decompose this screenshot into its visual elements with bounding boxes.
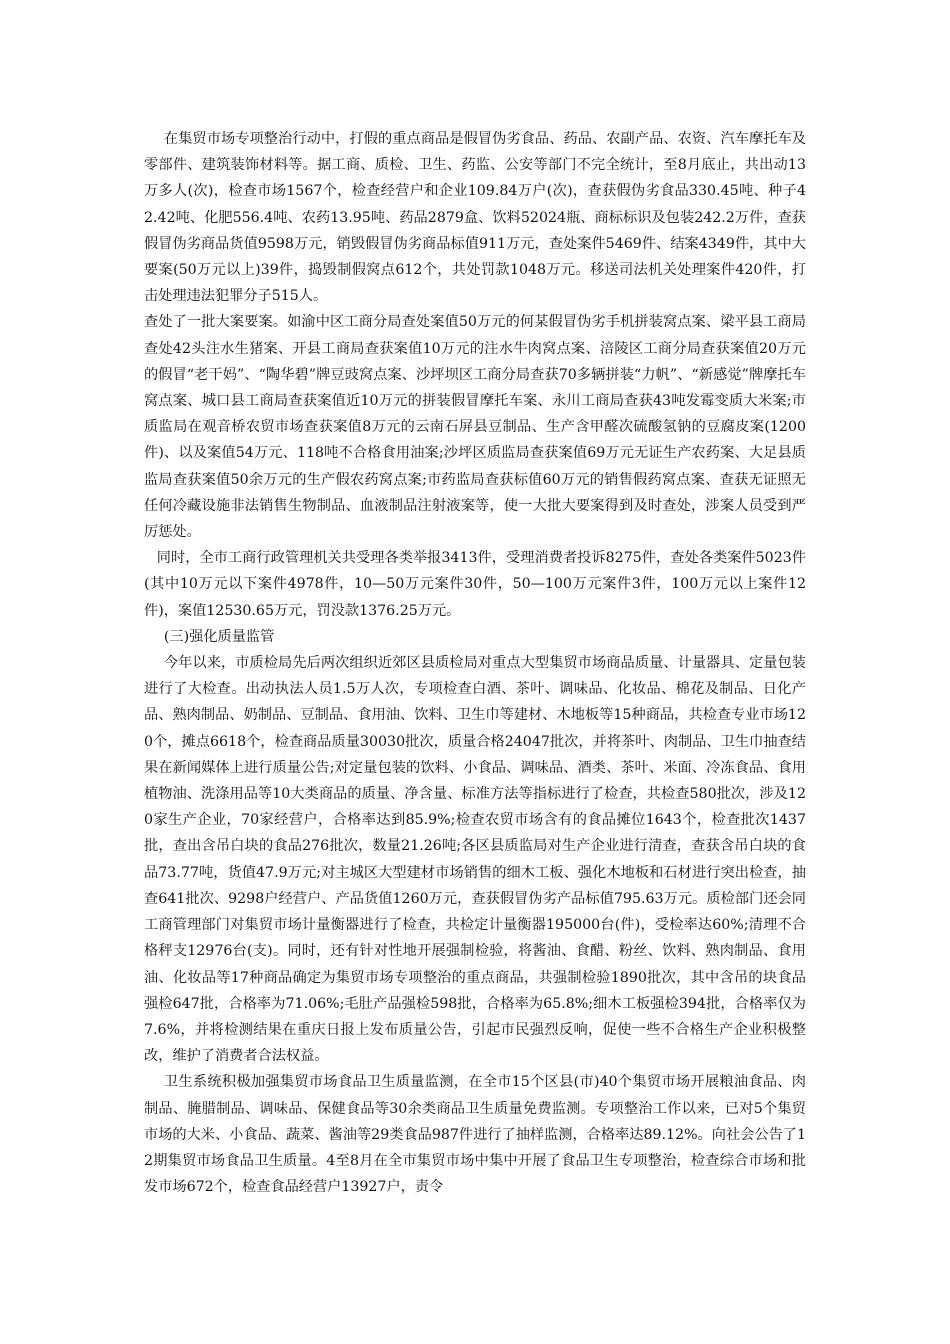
paragraph-quality-inspection: 今年以来，市质检局先后两次组织近郊区县质检局对重点大型集贸市场商品质量、计量器具、定量包装进行了大检查。出动执法人员1.5万人次，专项检查白酒、茶叶、调味品、化妆品、棉花及制品、日化产品、熟肉制品、奶制品、豆制品、食用油、饮料、卫生巾等建材、木地板等15种商品，共检查专业市场120个，摊点6618个，检查商品质量30030批次，质量合格24047批次，并将茶叶、肉制品、卫生巾抽查结果在新闻媒体上进行质量公告;对定量包装的饮料、小食品、调味品、酒类、茶叶、米面、冷冻食品、食用植物油、洗涤用品等10大类商品的质量、净含量、标准方法等指标进行了检查，共检查580批次，涉及120家生产企业，70家经营户，合格率达到85.9%;检查农贸市场含有的食品摊位1643个，检查批次1437批，查出含吊白块的食品276批次，数量21.26吨;各区县质监局对生产企业进行清查，查获含吊白块的食品73.77吨，货值47.9万元;对主城区大型建材市场销售的细木工板、强化木地板和石材进行突出检查，抽查641批次、9298户经营户、产品货值1260万元，查获假冒伪劣产品标值795.63万元。质检部门还会同工商管理部门对集贸市场计量衡器进行了检查，共检定计量衡器195000台(件)，受检率达60%;清理不合格秤支12976台(支)。同时，还有针对性地开展强制检验，将酱油、食醋、粉丝、饮料、熟肉制品、食用油、化妆品等17种商品确定为集贸市场专项整治的重点商品，共强制检验1890批次，其中含吊的块食品强检647批，合格率为71.06%;毛肚产品强检598批，合格率为65.8%;细木工板强检394批，合格率仅为7.6%，并将检测结果在重庆日报上发布质量公告，引起市民强烈反响，促使一些不合格生产企业积极整改，维护了消费者合法权益。 — [144, 655, 806, 1065]
paragraph-health-monitoring: 卫生系统积极加强集贸市场食品卫生质量监测，在全市15个区县(市)40个集贸市场开展粮油食品、肉制品、腌腊制品、调味品、保健食品等30余类商品卫生质量免费监测。专项整治工作以来，已对5个集贸市场的大米、小食品、蔬菜、酱油等29类食品987件进行了抽样监测，合格率达89.12%。向社会公告了12期集贸市场食品卫生质量。4至8月在全市集贸市场中集中开展了食品卫生专项整治，检查综合市场和批发市场672个，检查食品经营户13927户，责令 — [144, 1074, 806, 1196]
paragraph-major-cases: 查处了一批大案要案。如渝中区工商分局查处案值50万元的何某假冒伪劣手机拼装窝点案、梁平县工商局查处42头注水生猪案、开县工商局查获案值10万元的注水牛肉窝点案、涪陵区工商分局查获案值20万元的假冒“老干妈”、“陶华碧”牌豆豉窝点案、沙坪坝区工商分局查获70多辆拼装“力帆”、“新感觉”牌摩托车窝点案、城口县工商局查获案值近10万元的拼装假冒摩托车案、永川工商局查获43吨发霉变质大米案;市质监局在观音桥农贸市场查获案值8万元的云南石屏县豆制品、生产含甲醛次硫酸氢钠的豆腐皮案(1200件)、以及案值54万元、118吨不合格食用油案;沙坪区质监局查获案值69万元无证生产农药案、大足县质监局查获案值50余万元的生产假农药窝点案;市药监局查获标值60万元的销售假药窝点案、查获无证照无任何冷藏设施非法销售生物制品、血液制品注射液案等，使一大批大要案得到及时查处，涉案人员受到严厉惩处。 — [144, 314, 806, 541]
document-body — [144, 126, 806, 1200]
paragraph-complaints: 同时，全市工商行政管理机关共受理各类举报3413件，受理消费者投诉8275件，查处各类案件5023件(其中10万元以下案件4978件，10—50万元案件30件，50—100万元案件3件，100万元以上案件12件)，案值12530.65万元，罚没款1376.25万元。 — [144, 550, 806, 619]
paragraph-anti-counterfeit-stats: 在集贸市场专项整治行动中，打假的重点商品是假冒伪劣食品、药品、农副产品、农资、汽车摩托车及零部件、建筑装饰材料等。据工商、质检、卫生、药监、公安等部门不完全统计，至8月底止，共出动13万多人(次)，检查市场1567个，检查经营户和企业109.84万户(次)，查获假伪劣食品330.45吨、种子42.42吨、化肥556.4吨、农药13.95吨、药品2879盒、饮料52024瓶、商标标识及包装242.2万件，查获假冒伪劣商品货值9598万元，销毁假冒伪劣商品标值911万元，查处案件5469件、结案4349件，其中大要案(50万元以上)39件，捣毁制假窝点612个，共处罚款1048万元。移送司法机关处理案件420件，打击处理违法犯罪分子515人。 — [144, 131, 806, 305]
section-heading-quality-supervision: (三)强化质量监管 — [163, 628, 275, 645]
